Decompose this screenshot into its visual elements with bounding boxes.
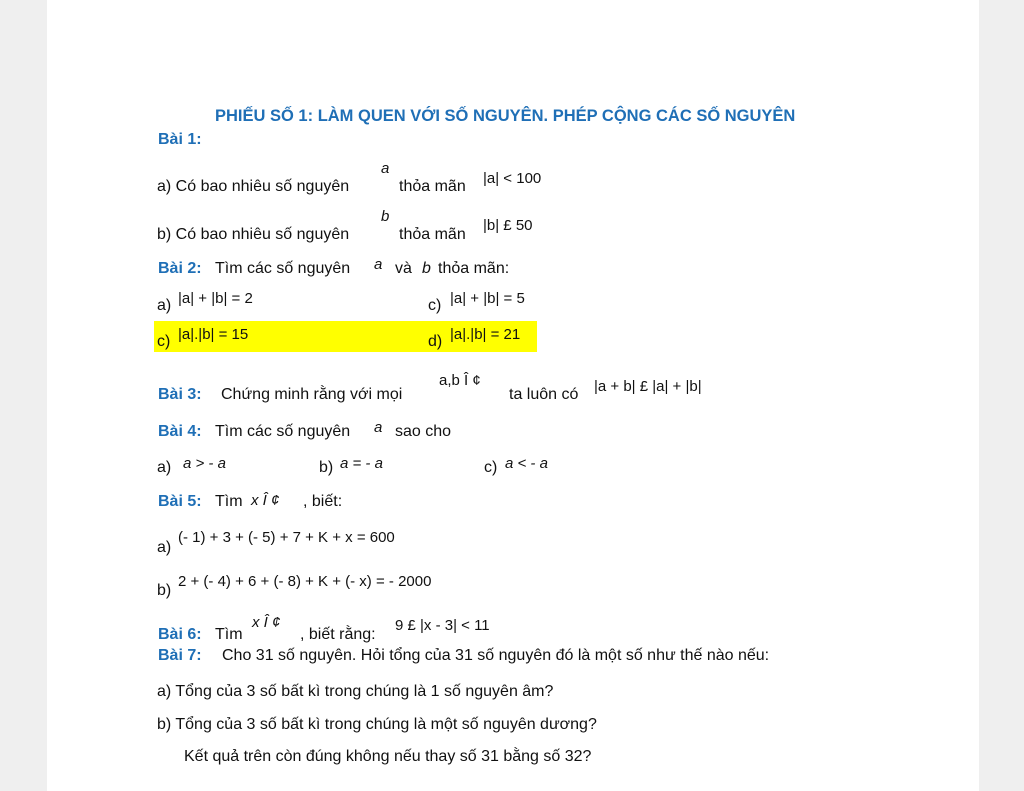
bai5-item-b-label: b) bbox=[157, 582, 172, 599]
bai6-math: 9 £ |x - 3| < 11 bbox=[395, 617, 490, 634]
bai1-b-var: b bbox=[381, 208, 390, 225]
bai2-item-d-math: |a|.|b| = 21 bbox=[450, 326, 521, 343]
bai2-item-a-label: a) bbox=[157, 297, 172, 314]
bai4-item-a-math: a > - a bbox=[183, 455, 226, 472]
bai2-var-a: a bbox=[374, 256, 383, 273]
bai2-item-c2-math: |a|.|b| = 15 bbox=[178, 326, 249, 343]
bai6-sup: x Î ¢ bbox=[252, 614, 281, 631]
bai4-heading: Bài 4: bbox=[158, 423, 202, 440]
bai2-heading: Bài 2: bbox=[158, 260, 202, 277]
bai1-heading: Bài 1: bbox=[158, 131, 202, 148]
bai1-b-cond: thỏa mãn bbox=[399, 226, 466, 243]
bai3-text: Chứng minh rằng với mọi bbox=[221, 386, 403, 403]
bai5-math: x Î ¢ bbox=[251, 492, 280, 509]
bai1-a-text: a) Có bao nhiêu số nguyên bbox=[157, 178, 350, 195]
bai2-item-c-math: |a| + |b| = 5 bbox=[450, 290, 525, 307]
bai5-tail: , biết: bbox=[303, 493, 343, 510]
bai4-item-a-label: a) bbox=[157, 459, 172, 476]
bai7-text: Cho 31 số nguyên. Hỏi tổng của 31 số nguyên đó là một số như thế nào nếu: bbox=[222, 647, 770, 664]
bai2-text: Tìm các số nguyên bbox=[215, 260, 351, 277]
bai4-item-c-label: c) bbox=[484, 459, 498, 476]
bai2-item-c-label: c) bbox=[428, 297, 442, 314]
bai3-sup: a,b Î ¢ bbox=[439, 372, 481, 389]
bai1-a-var: a bbox=[381, 160, 390, 177]
bai5-item-a-math: (- 1) + 3 + (- 5) + 7 + K + x = 600 bbox=[178, 529, 395, 546]
bai6-text: Tìm bbox=[215, 626, 243, 643]
bai2-and: và bbox=[395, 260, 412, 277]
page-title: PHIẾU SỐ 1: LÀM QUEN VỚI SỐ NGUYÊN. PHÉP CỘNG CÁC SỐ NGUYÊN bbox=[215, 107, 796, 125]
bai4-item-b-math: a = - a bbox=[340, 455, 383, 472]
bai4-var: a bbox=[374, 419, 383, 436]
bai3-math: |a + b| £ |a| + |b| bbox=[594, 378, 702, 395]
bai1-a-math: |a| < 100 bbox=[483, 170, 542, 187]
bai5-heading: Bài 5: bbox=[158, 493, 202, 510]
bai5-item-b-math: 2 + (- 4) + 6 + (- 8) + K + (- x) = - 2000 bbox=[178, 573, 432, 590]
bai7-heading: Bài 7: bbox=[158, 647, 202, 664]
bai2-var-b: b bbox=[422, 260, 431, 277]
bai2-item-a-math: |a| + |b| = 2 bbox=[178, 290, 253, 307]
bai7-c: Kết quả trên còn đúng không nếu thay số 31 bằng số 32? bbox=[184, 748, 592, 765]
bai2-tail: thỏa mãn: bbox=[438, 260, 510, 277]
bai6-heading: Bài 6: bbox=[158, 626, 202, 643]
bai1-a-cond: thỏa mãn bbox=[399, 178, 466, 195]
bai4-item-c-math: a < - a bbox=[505, 455, 548, 472]
bai3-text2: ta luôn có bbox=[509, 386, 579, 403]
bai6-tail: , biết rằng: bbox=[300, 626, 376, 643]
bai4-tail: sao cho bbox=[395, 423, 452, 440]
bai4-text: Tìm các số nguyên bbox=[215, 423, 351, 440]
bai5-text: Tìm bbox=[215, 493, 243, 510]
bai3-heading: Bài 3: bbox=[158, 386, 202, 403]
bai7-a: a) Tổng của 3 số bất kì trong chúng là 1 số nguyên âm? bbox=[157, 683, 554, 700]
bai5-item-a-label: a) bbox=[157, 539, 172, 556]
bai7-b: b) Tổng của 3 số bất kì trong chúng là một số nguyên dương? bbox=[157, 716, 597, 733]
bai1-b-text: b) Có bao nhiêu số nguyên bbox=[157, 226, 350, 243]
bai4-item-b-label: b) bbox=[319, 459, 334, 476]
bai1-b-math: |b| £ 50 bbox=[483, 217, 533, 234]
bai2-item-c2-label: c) bbox=[157, 333, 171, 350]
bai2-item-d-label: d) bbox=[428, 333, 443, 350]
